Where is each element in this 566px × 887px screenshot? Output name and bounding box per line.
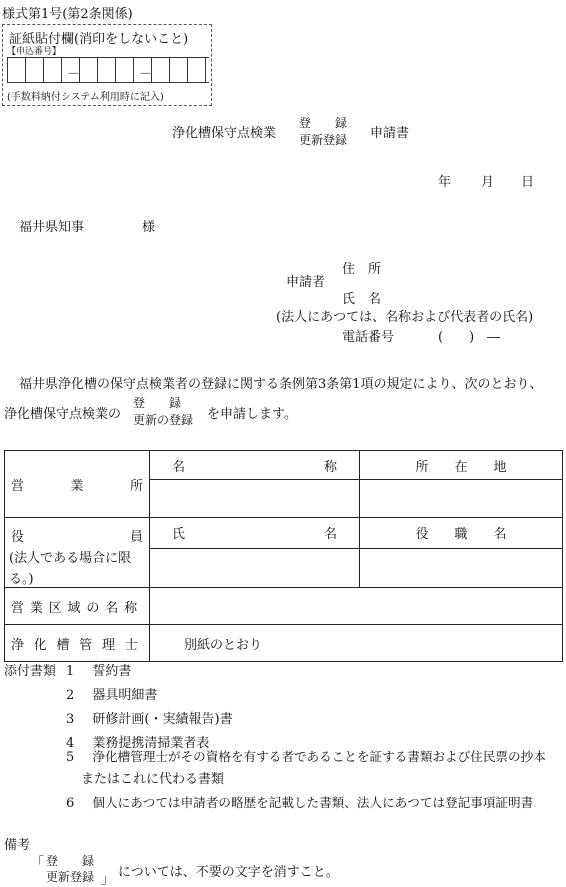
applicant-name-label: 氏 名 <box>342 292 382 307</box>
attachment-number: 5 <box>66 750 75 765</box>
manager-value-cell <box>150 625 563 662</box>
app-number-digit-box[interactable] <box>97 57 116 83</box>
office-location-header <box>360 451 563 480</box>
officer-position-input[interactable] <box>360 548 563 587</box>
app-number-digit-box[interactable] <box>205 57 209 83</box>
application-table <box>4 450 563 662</box>
remarks-label: 備考 <box>4 838 31 853</box>
name-header-left: 名 <box>172 459 186 475</box>
name-header-right: 称 <box>323 459 337 475</box>
attachment-text: 浄化槽管理士がその資格を有する者であることを証する書類および住民票の抄本 <box>92 749 546 764</box>
attachment-item <box>66 660 131 679</box>
location-header-text: 所 在 地 <box>415 459 507 475</box>
title-option-register: 登 録 <box>299 116 348 130</box>
addressee-name: 福井県知事 <box>19 220 85 235</box>
officer-label-note-1: (法人である場合に限 <box>9 551 132 566</box>
app-number-digit-box[interactable] <box>79 57 98 83</box>
app-number-label: 【申込番号】 <box>7 47 62 57</box>
officer-label-note-2: る。) <box>9 572 34 587</box>
app-number-digit-box[interactable] <box>169 57 188 83</box>
stamp-note: (手数料納付システム利用時に記入) <box>7 92 164 103</box>
officer-name-right: 名 <box>323 527 337 543</box>
office-name-input[interactable] <box>150 480 360 518</box>
attachment-number: 4 <box>66 736 75 751</box>
attachment-text: またはこれに代わる書類 <box>81 772 225 787</box>
attachment-number: 1 <box>66 664 75 679</box>
office-label-char: 営 <box>11 478 25 494</box>
body-line-1: 福井県浄化槽の保守点検業者の登録に関する条例第3条第1項の規定により、次のとおり、 <box>19 377 543 392</box>
applicant-phone-label: 電話番号 <box>342 330 395 345</box>
app-number-separator: － <box>67 67 81 82</box>
position-header <box>360 518 563 549</box>
attachment-item <box>66 708 233 727</box>
remarks-option-renewal: 更新登録 <box>46 870 95 884</box>
attachment-number: 2 <box>66 688 75 703</box>
position-header-text: 役 職 名 <box>415 527 507 543</box>
office-label-char: 所 <box>129 478 143 494</box>
applicant-address-label: 住 所 <box>342 262 382 277</box>
manager-label-cell <box>5 625 150 662</box>
manager-value-text: 別紙のとおり <box>184 637 263 653</box>
date-day: 日 <box>521 175 535 190</box>
app-number-separator: － <box>139 67 153 82</box>
date-month: 月 <box>481 175 495 190</box>
remarks-text: については、不要の文字を消すこと。 <box>118 865 339 880</box>
attachment-item <box>66 746 546 765</box>
office-label-char: 業 <box>70 478 84 494</box>
officer-name-input[interactable] <box>150 548 360 587</box>
remarks-bracket-open: 「 <box>31 856 45 871</box>
addressee-honorific: 様 <box>142 220 156 235</box>
attachment-item <box>66 684 157 703</box>
body-line-2-prefix: 浄化槽保守点検業の <box>4 407 122 422</box>
title-option-renewal: 更新登録 <box>299 133 348 147</box>
attachment-text: 誓約書 <box>92 664 132 679</box>
office-location-input[interactable] <box>360 480 563 518</box>
title-prefix: 浄化槽保守点検業 <box>172 126 277 141</box>
app-number-digit-box[interactable] <box>43 57 62 83</box>
office-label-cell <box>5 451 150 518</box>
attachment-text: 業務提携清掃業者表 <box>92 736 210 751</box>
attachment-number: 6 <box>66 796 75 811</box>
applicant-phone-field[interactable]: ( ) ― <box>438 330 501 345</box>
officer-name-header <box>150 518 360 549</box>
title-suffix: 申請書 <box>370 126 410 141</box>
attachment-number: 3 <box>66 712 75 727</box>
stamp-title: 証紙貼付欄(消印をしないこと) <box>9 32 189 47</box>
date-year: 年 <box>438 175 452 190</box>
app-number-digit-box[interactable] <box>187 57 206 83</box>
area-input[interactable] <box>150 588 563 625</box>
officer-label-right: 員 <box>129 530 143 545</box>
body-option-register: 登 録 <box>133 396 182 410</box>
area-label-text: 営業区域の名称 <box>11 600 143 616</box>
attachment-text: 研修計画(・実績報告)書 <box>92 712 233 727</box>
app-number-digit-box[interactable] <box>7 57 26 83</box>
app-number-digit-box[interactable] <box>151 57 170 83</box>
form-number: 様式第1号(第2条関係) <box>2 7 133 22</box>
officer-name-left: 氏 <box>172 527 186 543</box>
attachment-item-continuation <box>81 768 224 787</box>
remarks-option-register: 登 録 <box>46 854 95 868</box>
remarks-bracket-close: 」 <box>101 872 115 887</box>
attachment-item <box>66 792 533 811</box>
body-option-renewal: 更新の登録 <box>133 413 194 427</box>
area-label-cell <box>5 588 150 625</box>
stamp-box <box>2 24 212 106</box>
attachment-text: 個人にあつては申請者の略歴を記載した書類、法人にあつては登記事項証明書 <box>92 795 534 810</box>
app-number-digit-box[interactable] <box>25 57 44 83</box>
office-name-header <box>150 451 360 480</box>
app-number-digit-box[interactable] <box>115 57 134 83</box>
applicant-label: 申請者 <box>286 275 326 290</box>
body-line-2-suffix: を申請します。 <box>207 407 297 422</box>
attachments-label: 添付書類 <box>4 664 57 679</box>
attachment-text: 器具明細書 <box>92 688 158 703</box>
applicant-corp-note: (法人にあつては、名称および代表者の氏名) <box>276 310 534 325</box>
manager-label-text: 浄化槽管理士 <box>11 637 148 653</box>
officer-label-left: 役 <box>11 530 25 545</box>
officer-label-cell <box>5 518 150 588</box>
